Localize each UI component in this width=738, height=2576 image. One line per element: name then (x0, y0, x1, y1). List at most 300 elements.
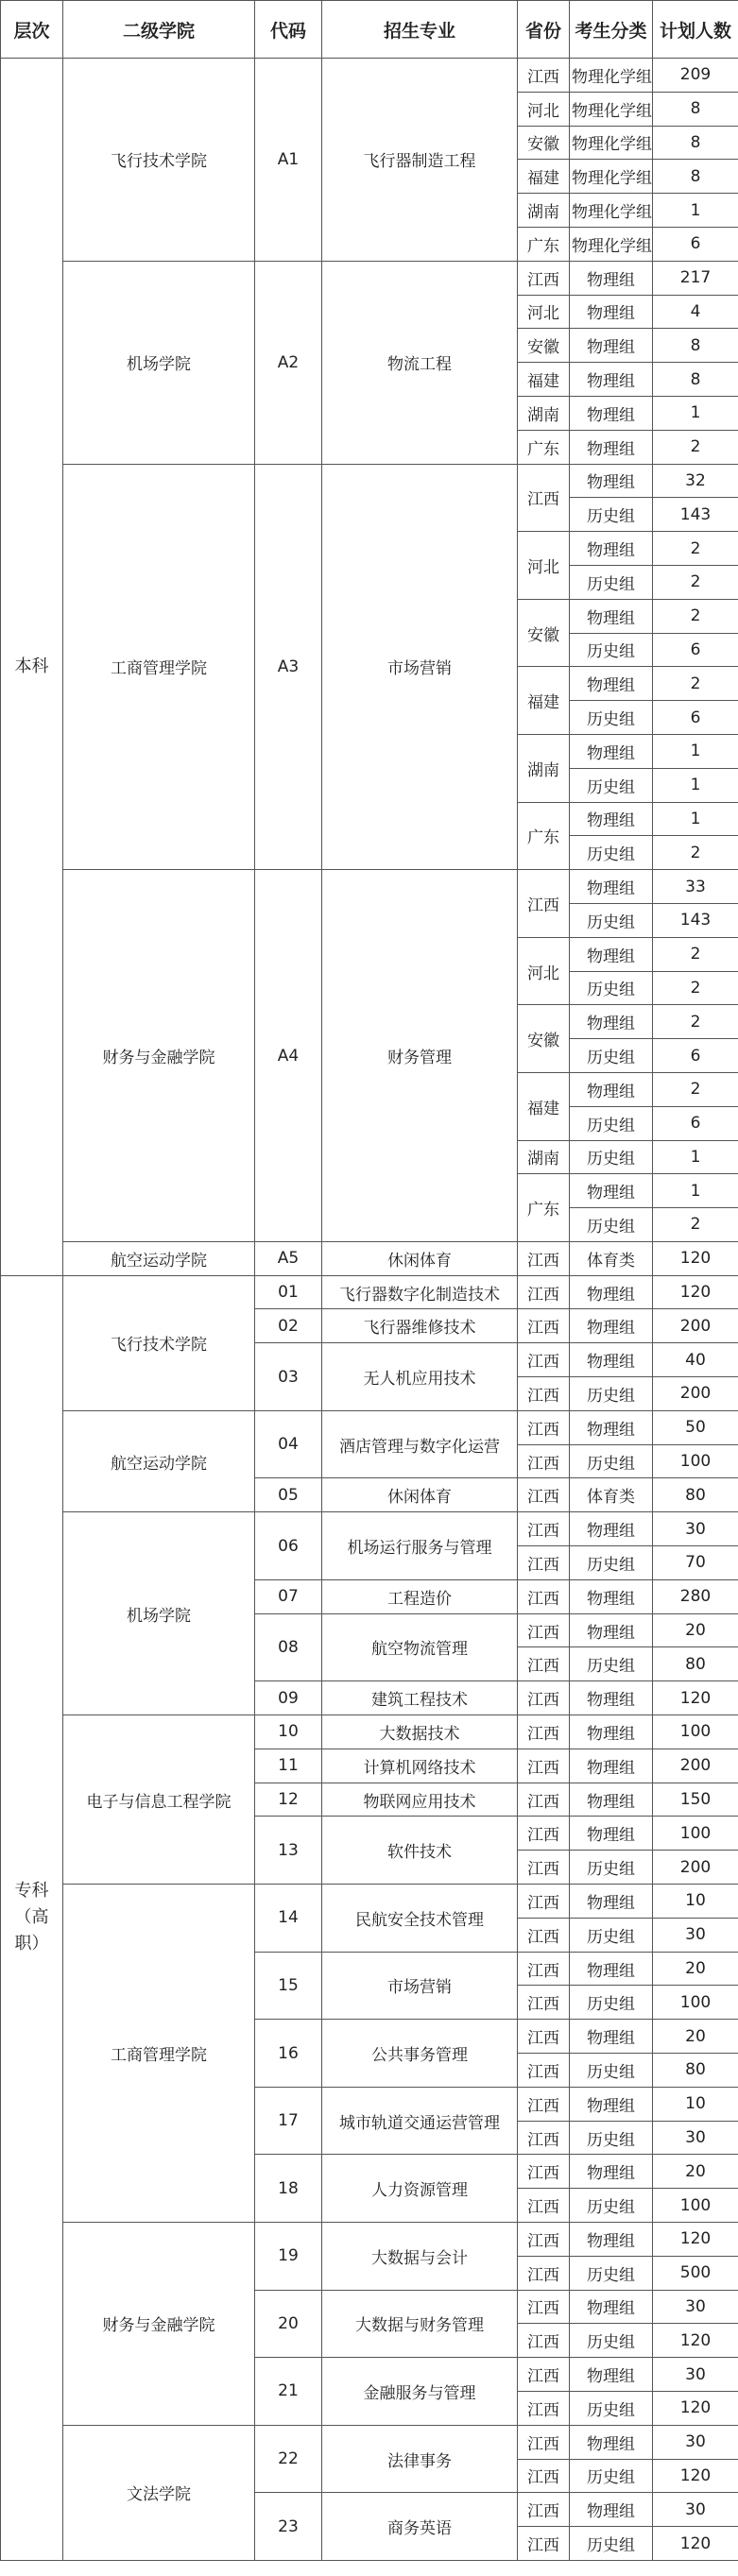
category-cell: 物理化学组 (570, 227, 653, 261)
province-cell: 湖南 (518, 1140, 570, 1174)
province-cell: 广东 (518, 430, 570, 464)
code-cell: A5 (255, 1241, 322, 1275)
college-cell: 文法学院 (63, 2425, 255, 2560)
count-cell: 30 (653, 2121, 738, 2155)
category-cell: 历史组 (570, 836, 653, 870)
count-cell: 2 (653, 565, 738, 599)
table-row (1, 1275, 738, 1309)
category-cell: 物理组 (570, 1579, 653, 1613)
count-cell: 2 (653, 1072, 738, 1106)
code-cell: 11 (255, 1749, 322, 1783)
count-cell: 1 (653, 734, 738, 768)
code-cell: 04 (255, 1410, 322, 1478)
college-cell: 电子与信息工程学院 (63, 1715, 255, 1885)
count-cell: 80 (653, 1478, 738, 1512)
province-cell: 广东 (518, 802, 570, 870)
code-cell: 03 (255, 1343, 322, 1411)
header-count: 计划人数 (653, 1, 738, 59)
category-cell: 物理化学组 (570, 194, 653, 228)
table-row (1, 870, 738, 904)
header-category: 考生分类 (570, 1, 653, 59)
major-cell: 物流工程 (322, 261, 518, 464)
count-cell: 1 (653, 1174, 738, 1208)
count-cell: 2 (653, 1208, 738, 1242)
category-cell: 物理组 (570, 667, 653, 701)
count-cell: 1 (653, 1140, 738, 1174)
code-cell: 09 (255, 1681, 322, 1715)
province-cell: 福建 (518, 160, 570, 194)
count-cell: 2 (653, 667, 738, 701)
category-cell: 物理组 (570, 396, 653, 430)
province-cell: 安徽 (518, 599, 570, 667)
code-cell: 20 (255, 2290, 322, 2358)
major-cell: 金融服务与管理 (322, 2358, 518, 2426)
count-cell: 8 (653, 329, 738, 363)
category-cell: 物理组 (570, 464, 653, 498)
province-cell: 福建 (518, 363, 570, 397)
count-cell: 200 (653, 1851, 738, 1885)
code-cell: 16 (255, 2020, 322, 2088)
count-cell: 10 (653, 2087, 738, 2121)
count-cell: 6 (653, 633, 738, 667)
province-cell: 安徽 (518, 1005, 570, 1073)
count-cell: 8 (653, 126, 738, 160)
count-cell: 6 (653, 1039, 738, 1073)
category-cell: 历史组 (570, 633, 653, 667)
code-cell: 06 (255, 1512, 322, 1580)
category-cell: 历史组 (570, 1106, 653, 1140)
province-cell: 江西 (518, 1918, 570, 1952)
category-cell: 历史组 (570, 1039, 653, 1073)
category-cell: 物理组 (570, 2493, 653, 2527)
major-cell: 市场营销 (322, 464, 518, 870)
level-cell: 本科 (1, 59, 63, 1276)
header-row (1, 1, 738, 59)
count-cell: 2 (653, 430, 738, 464)
major-cell: 财务管理 (322, 870, 518, 1242)
code-cell: 22 (255, 2425, 322, 2493)
major-cell: 法律事务 (322, 2425, 518, 2493)
category-cell: 物理组 (570, 1885, 653, 1919)
province-cell: 江西 (518, 2121, 570, 2155)
table-row (1, 1512, 738, 1546)
count-cell: 120 (653, 2391, 738, 2425)
province-cell: 河北 (518, 532, 570, 600)
category-cell: 物理组 (570, 1309, 653, 1343)
count-cell: 209 (653, 59, 738, 93)
province-cell: 江西 (518, 1275, 570, 1309)
count-cell: 33 (653, 870, 738, 904)
province-cell: 江西 (518, 1343, 570, 1377)
category-cell: 物理组 (570, 1681, 653, 1715)
code-cell: 15 (255, 1952, 322, 2020)
count-cell: 143 (653, 903, 738, 937)
major-cell: 飞行器制造工程 (322, 59, 518, 262)
category-cell: 历史组 (570, 1986, 653, 2020)
count-cell: 500 (653, 2256, 738, 2290)
code-cell: 02 (255, 1309, 322, 1343)
count-cell: 32 (653, 464, 738, 498)
major-cell: 无人机应用技术 (322, 1343, 518, 1411)
province-cell: 江西 (518, 1546, 570, 1580)
count-cell: 70 (653, 1546, 738, 1580)
count-cell: 120 (653, 2223, 738, 2257)
count-cell: 80 (653, 1647, 738, 1681)
category-cell: 历史组 (570, 1377, 653, 1411)
province-cell: 福建 (518, 667, 570, 735)
category-cell: 物理组 (570, 2020, 653, 2054)
province-cell: 江西 (518, 2324, 570, 2358)
count-cell: 100 (653, 2189, 738, 2223)
category-cell: 物理组 (570, 1410, 653, 1444)
major-cell: 机场运行服务与管理 (322, 1512, 518, 1580)
province-cell: 江西 (518, 464, 570, 532)
category-cell: 历史组 (570, 2054, 653, 2088)
count-cell: 100 (653, 1715, 738, 1749)
count-cell: 2 (653, 971, 738, 1005)
category-cell: 物理组 (570, 1817, 653, 1851)
category-cell: 历史组 (570, 1647, 653, 1681)
province-cell: 安徽 (518, 126, 570, 160)
province-cell: 江西 (518, 1952, 570, 1986)
province-cell: 江西 (518, 1512, 570, 1546)
category-cell: 历史组 (570, 2391, 653, 2425)
province-cell: 江西 (518, 1377, 570, 1411)
province-cell: 江西 (518, 2391, 570, 2425)
category-cell: 物理组 (570, 1749, 653, 1783)
count-cell: 40 (653, 1343, 738, 1377)
category-cell: 体育类 (570, 1478, 653, 1512)
major-cell: 航空物流管理 (322, 1613, 518, 1681)
category-cell: 物理组 (570, 1275, 653, 1309)
category-cell: 历史组 (570, 768, 653, 802)
category-cell: 物理化学组 (570, 160, 653, 194)
province-cell: 江西 (518, 2155, 570, 2189)
count-cell: 20 (653, 2020, 738, 2054)
province-cell: 江西 (518, 1681, 570, 1715)
header-province: 省份 (518, 1, 570, 59)
header-major: 招生专业 (322, 1, 518, 59)
province-cell: 湖南 (518, 194, 570, 228)
count-cell: 1 (653, 802, 738, 836)
college-cell: 飞行技术学院 (63, 1275, 255, 1410)
count-cell: 217 (653, 261, 738, 295)
table-row (1, 1241, 738, 1275)
table-row (1, 1410, 738, 1444)
count-cell: 1 (653, 194, 738, 228)
count-cell: 150 (653, 1783, 738, 1817)
count-cell: 2 (653, 836, 738, 870)
table-body (1, 59, 738, 2561)
major-cell: 休闲体育 (322, 1478, 518, 1512)
count-cell: 200 (653, 1309, 738, 1343)
major-cell: 人力资源管理 (322, 2155, 518, 2223)
province-cell: 江西 (518, 1444, 570, 1478)
province-cell: 江西 (518, 2256, 570, 2290)
category-cell: 物理组 (570, 599, 653, 633)
count-cell: 120 (653, 2459, 738, 2493)
college-cell: 工商管理学院 (63, 1885, 255, 2223)
count-cell: 6 (653, 227, 738, 261)
count-cell: 8 (653, 160, 738, 194)
province-cell: 江西 (518, 2290, 570, 2324)
category-cell: 历史组 (570, 2324, 653, 2358)
province-cell: 江西 (518, 1715, 570, 1749)
category-cell: 物理组 (570, 2155, 653, 2189)
code-cell: 14 (255, 1885, 322, 1953)
category-cell: 历史组 (570, 1546, 653, 1580)
code-cell: 18 (255, 2155, 322, 2223)
category-cell: 历史组 (570, 498, 653, 532)
count-cell: 30 (653, 2290, 738, 2324)
code-cell: 07 (255, 1579, 322, 1613)
province-cell: 江西 (518, 2425, 570, 2459)
count-cell: 100 (653, 1444, 738, 1478)
count-cell: 2 (653, 532, 738, 566)
count-cell: 20 (653, 2155, 738, 2189)
code-cell: A4 (255, 870, 322, 1242)
major-cell: 软件技术 (322, 1817, 518, 1885)
category-cell: 物理组 (570, 1174, 653, 1208)
college-cell: 机场学院 (63, 1512, 255, 1715)
major-cell: 大数据与会计 (322, 2223, 518, 2291)
code-cell: 13 (255, 1817, 322, 1885)
province-cell: 江西 (518, 870, 570, 938)
province-cell: 江西 (518, 2527, 570, 2561)
count-cell: 80 (653, 2054, 738, 2088)
code-cell: 05 (255, 1478, 322, 1512)
province-cell: 江西 (518, 2054, 570, 2088)
province-cell: 江西 (518, 2087, 570, 2121)
table-row (1, 2223, 738, 2257)
category-cell: 物理组 (570, 261, 653, 295)
province-cell: 江西 (518, 2223, 570, 2257)
category-cell: 物理组 (570, 2290, 653, 2324)
count-cell: 30 (653, 2493, 738, 2527)
code-cell: 01 (255, 1275, 322, 1309)
college-cell: 航空运动学院 (63, 1241, 255, 1275)
count-cell: 120 (653, 2324, 738, 2358)
count-cell: 6 (653, 701, 738, 735)
category-cell: 历史组 (570, 903, 653, 937)
category-cell: 物理组 (570, 532, 653, 566)
count-cell: 120 (653, 1275, 738, 1309)
major-cell: 民航安全技术管理 (322, 1885, 518, 1953)
province-cell: 江西 (518, 1986, 570, 2020)
code-cell: A3 (255, 464, 322, 870)
count-cell: 8 (653, 92, 738, 126)
count-cell: 30 (653, 1918, 738, 1952)
count-cell: 100 (653, 1817, 738, 1851)
major-cell: 物联网应用技术 (322, 1783, 518, 1817)
count-cell: 4 (653, 295, 738, 329)
category-cell: 物理组 (570, 430, 653, 464)
province-cell: 安徽 (518, 329, 570, 363)
province-cell: 江西 (518, 1783, 570, 1817)
category-cell: 历史组 (570, 1444, 653, 1478)
major-cell: 计算机网络技术 (322, 1749, 518, 1783)
province-cell: 江西 (518, 1613, 570, 1647)
category-cell: 历史组 (570, 1918, 653, 1952)
category-cell: 物理化学组 (570, 92, 653, 126)
count-cell: 280 (653, 1579, 738, 1613)
count-cell: 200 (653, 1377, 738, 1411)
province-cell: 湖南 (518, 734, 570, 802)
count-cell: 1 (653, 768, 738, 802)
count-cell: 6 (653, 1106, 738, 1140)
count-cell: 20 (653, 1613, 738, 1647)
province-cell: 江西 (518, 1241, 570, 1275)
count-cell: 8 (653, 363, 738, 397)
count-cell: 2 (653, 599, 738, 633)
count-cell: 143 (653, 498, 738, 532)
category-cell: 历史组 (570, 971, 653, 1005)
college-cell: 飞行技术学院 (63, 59, 255, 262)
count-cell: 30 (653, 2358, 738, 2392)
province-cell: 河北 (518, 295, 570, 329)
category-cell: 物理组 (570, 1952, 653, 1986)
major-cell: 市场营销 (322, 1952, 518, 2020)
category-cell: 物理组 (570, 295, 653, 329)
province-cell: 江西 (518, 1817, 570, 1851)
header-code: 代码 (255, 1, 322, 59)
table-row (1, 59, 738, 93)
count-cell: 10 (653, 1885, 738, 1919)
category-cell: 历史组 (570, 2459, 653, 2493)
count-cell: 100 (653, 1986, 738, 2020)
province-cell: 湖南 (518, 396, 570, 430)
province-cell: 河北 (518, 92, 570, 126)
major-cell: 休闲体育 (322, 1241, 518, 1275)
category-cell: 物理化学组 (570, 59, 653, 93)
college-cell: 工商管理学院 (63, 464, 255, 870)
category-cell: 历史组 (570, 2256, 653, 2290)
count-cell: 200 (653, 1749, 738, 1783)
major-cell: 大数据技术 (322, 1715, 518, 1749)
category-cell: 物理组 (570, 1715, 653, 1749)
category-cell: 物理组 (570, 1005, 653, 1039)
code-cell: 10 (255, 1715, 322, 1749)
province-cell: 江西 (518, 1478, 570, 1512)
category-cell: 历史组 (570, 1140, 653, 1174)
table-row (1, 1715, 738, 1749)
code-cell: A2 (255, 261, 322, 464)
province-cell: 江西 (518, 1410, 570, 1444)
province-cell: 河北 (518, 937, 570, 1005)
category-cell: 物理组 (570, 2425, 653, 2459)
province-cell: 江西 (518, 1749, 570, 1783)
category-cell: 历史组 (570, 565, 653, 599)
category-cell: 物理组 (570, 802, 653, 836)
province-cell: 江西 (518, 2358, 570, 2392)
province-cell: 福建 (518, 1072, 570, 1140)
major-cell: 工程造价 (322, 1579, 518, 1613)
province-cell: 广东 (518, 1174, 570, 1242)
header-college: 二级学院 (63, 1, 255, 59)
category-cell: 历史组 (570, 2121, 653, 2155)
major-cell: 酒店管理与数字化运营 (322, 1410, 518, 1478)
category-cell: 物理组 (570, 1072, 653, 1106)
major-cell: 城市轨道交通运营管理 (322, 2087, 518, 2155)
code-cell: 08 (255, 1613, 322, 1681)
level-cell: 专科（高职） (1, 1275, 63, 2560)
table-row (1, 464, 738, 498)
major-cell: 建筑工程技术 (322, 1681, 518, 1715)
count-cell: 120 (653, 1241, 738, 1275)
province-cell: 江西 (518, 1309, 570, 1343)
category-cell: 历史组 (570, 2527, 653, 2561)
count-cell: 30 (653, 1512, 738, 1546)
count-cell: 2 (653, 1005, 738, 1039)
code-cell: 21 (255, 2358, 322, 2426)
college-cell: 财务与金融学院 (63, 870, 255, 1242)
province-cell: 江西 (518, 1851, 570, 1885)
count-cell: 120 (653, 1681, 738, 1715)
category-cell: 物理组 (570, 363, 653, 397)
category-cell: 物理组 (570, 1613, 653, 1647)
category-cell: 历史组 (570, 2189, 653, 2223)
count-cell: 1 (653, 396, 738, 430)
table-row (1, 1885, 738, 1919)
count-cell: 2 (653, 937, 738, 971)
code-cell: 19 (255, 2223, 322, 2291)
category-cell: 物理组 (570, 1783, 653, 1817)
category-cell: 物理组 (570, 2223, 653, 2257)
count-cell: 50 (653, 1410, 738, 1444)
province-cell: 江西 (518, 2459, 570, 2493)
province-cell: 江西 (518, 2020, 570, 2054)
count-cell: 30 (653, 2425, 738, 2459)
province-cell: 江西 (518, 1647, 570, 1681)
category-cell: 历史组 (570, 1208, 653, 1242)
count-cell: 20 (653, 1952, 738, 1986)
code-cell: A1 (255, 59, 322, 262)
college-cell: 航空运动学院 (63, 1410, 255, 1511)
category-cell: 物理组 (570, 329, 653, 363)
category-cell: 物理组 (570, 1512, 653, 1546)
major-cell: 飞行器数字化制造技术 (322, 1275, 518, 1309)
province-cell: 江西 (518, 261, 570, 295)
count-cell: 120 (653, 2527, 738, 2561)
category-cell: 物理组 (570, 734, 653, 768)
province-cell: 江西 (518, 2189, 570, 2223)
college-cell: 财务与金融学院 (63, 2223, 255, 2426)
province-cell: 江西 (518, 59, 570, 93)
province-cell: 江西 (518, 1579, 570, 1613)
code-cell: 23 (255, 2493, 322, 2561)
header-level: 层次 (1, 1, 63, 59)
category-cell: 物理组 (570, 2358, 653, 2392)
major-cell: 公共事务管理 (322, 2020, 518, 2088)
category-cell: 历史组 (570, 701, 653, 735)
province-cell: 江西 (518, 1885, 570, 1919)
category-cell: 物理化学组 (570, 126, 653, 160)
major-cell: 大数据与财务管理 (322, 2290, 518, 2358)
code-cell: 17 (255, 2087, 322, 2155)
category-cell: 物理组 (570, 2087, 653, 2121)
category-cell: 历史组 (570, 1851, 653, 1885)
major-cell: 飞行器维修技术 (322, 1309, 518, 1343)
college-cell: 机场学院 (63, 261, 255, 464)
table-row (1, 261, 738, 295)
category-cell: 物理组 (570, 937, 653, 971)
category-cell: 体育类 (570, 1241, 653, 1275)
province-cell: 广东 (518, 227, 570, 261)
table-row (1, 2425, 738, 2459)
category-cell: 物理组 (570, 870, 653, 904)
code-cell: 12 (255, 1783, 322, 1817)
category-cell: 物理组 (570, 1343, 653, 1377)
